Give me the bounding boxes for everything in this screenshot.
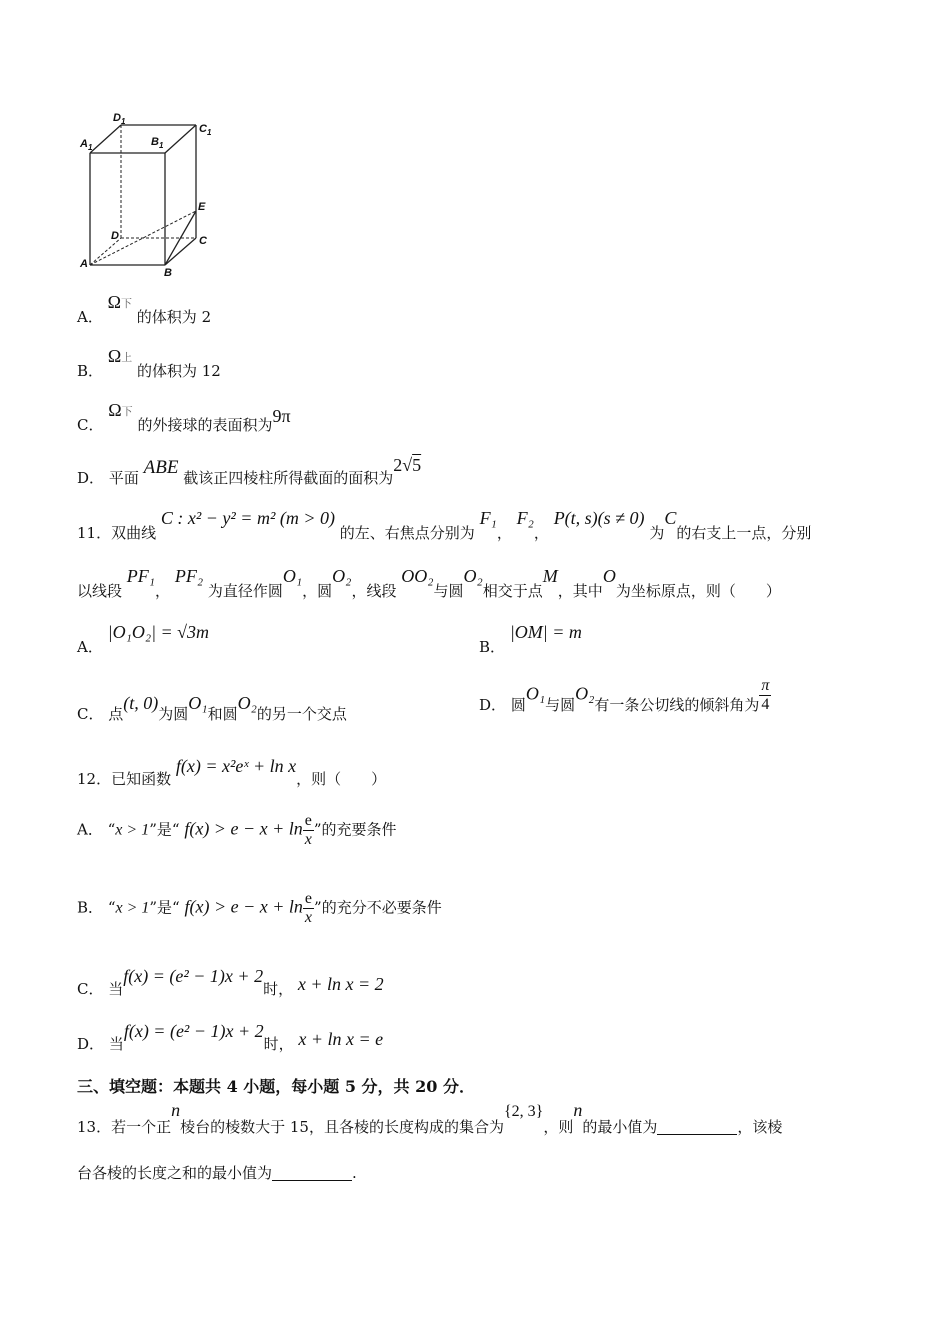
label-E: E xyxy=(198,201,206,213)
label-A1: A xyxy=(80,138,88,150)
q12-option-c[interactable]: C． 当f(x) = (e² − 1)x + 2时， x + ln x = 2 xyxy=(77,966,384,998)
q11-line2: 以线段 PF₁， PF₂ 为直径作圆O₁，圆O₂，线段 OO₂与圆O₂相交于点M，其中O为坐标原点，则（ ） xyxy=(77,566,781,600)
q10-option-c[interactable]: C． $\Omega_下$ 的外接球的表面积为9π xyxy=(77,400,291,434)
q12-option-d[interactable]: D． 当f(x) = (e² − 1)x + 2时， x + ln x = e xyxy=(77,1021,384,1053)
prism-figure: $A_1$ $D_1$ $B_1$ $C_1$ E D C A B xyxy=(78,108,218,283)
label-C1: C xyxy=(199,123,207,135)
q13-line1: 13．若一个正n棱台的棱数大于 15，且各棱的长度构成的集合为{2, 3}，则n的最小值为 ，该棱 xyxy=(77,1100,783,1136)
q10-option-b[interactable]: B． $\Omega_上$ 的体积为 12 xyxy=(77,346,221,380)
label-D: D xyxy=(111,230,119,242)
q10-option-a[interactable]: A． $\Omega_下$ 的体积为 2 xyxy=(77,292,212,326)
q11-option-d[interactable]: D． 圆O₁与圆O₂有一条公切线的倾斜角为 $\frac{\pi}{4}$ xyxy=(479,677,770,714)
answer-blank-2[interactable] xyxy=(272,1166,352,1181)
section-title: 三、填空题：本题共 4 小题，每小题 5 分，共 20 分． xyxy=(77,1077,475,1096)
q11-option-c[interactable]: C． 点(t, 0)为圆O₁和圆O₂的另一个交点 xyxy=(77,693,347,723)
answer-blank-1[interactable] xyxy=(657,1120,737,1135)
label-A: A xyxy=(80,258,88,270)
q12-option-a[interactable]: A． “x > 1”是“ f(x) > e − x + ln $\frac{e}{x}$ ”的充要条件 xyxy=(77,812,397,848)
q12-option-b[interactable]: B． “x > 1”是“ f(x) > e − x + ln $\frac{e}{x}$ ”的充分不必要条件 xyxy=(77,890,442,926)
q10-option-d[interactable]: D． 平面 ABE 截该正四棱柱所得截面的面积为2√5 xyxy=(77,455,422,487)
label-C: C xyxy=(199,235,207,247)
q12-stem: 12．已知函数 f(x) = x²eˣ + ln x，则（ ） xyxy=(77,756,387,788)
prism-diagram xyxy=(78,108,218,283)
label-B1: B xyxy=(151,136,159,148)
q11-option-b[interactable]: B． |OM| = m xyxy=(479,622,582,656)
q11-line1: 11．双曲线 C : x² − y² = m² (m > 0) 的左、右焦点分别为 F₁， F₂， P(t, s)(s ≠ 0) 为C的右支上一点，分别 xyxy=(77,508,812,542)
label-D1: D xyxy=(113,112,121,124)
q11-option-a[interactable]: A． |O₁O₂| = √3m xyxy=(77,622,210,656)
q13-line2: 台各棱的长度之和的最小值为 . xyxy=(77,1164,357,1182)
label-B: B xyxy=(164,267,172,279)
